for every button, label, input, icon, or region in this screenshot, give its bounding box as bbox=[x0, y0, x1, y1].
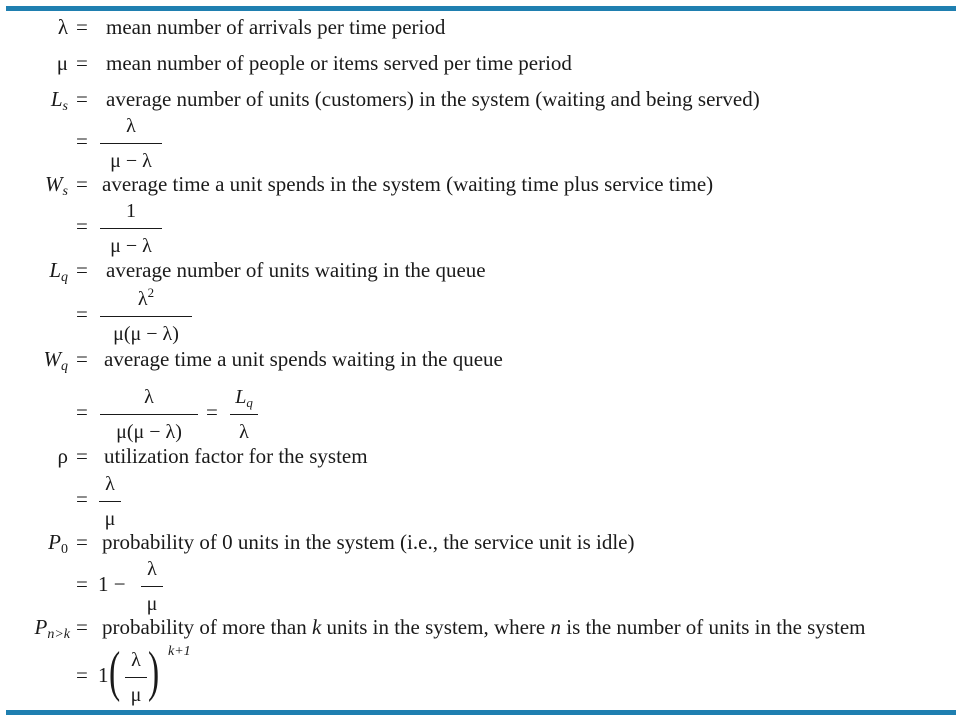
equals-sign: = bbox=[76, 572, 88, 596]
equals-sign: = bbox=[76, 663, 88, 687]
left-paren: ( bbox=[109, 641, 121, 703]
formula-ws bbox=[100, 198, 162, 259]
equals-sign: = bbox=[76, 347, 88, 371]
formula-ls-denominator: μ − λ bbox=[110, 150, 152, 172]
equals-sign: = bbox=[76, 87, 88, 111]
formula-rho-denominator: μ bbox=[104, 508, 116, 530]
equals-sign: = bbox=[76, 258, 88, 282]
formula-wq-numerator: λ bbox=[144, 386, 154, 408]
formula-ls bbox=[100, 113, 162, 174]
equals-sign: = bbox=[76, 15, 88, 39]
formula-rho bbox=[99, 471, 121, 532]
formula-wq-denominator: μ(μ − λ) bbox=[116, 421, 182, 443]
formula-pnk bbox=[125, 647, 147, 708]
equals-sign: = bbox=[76, 400, 88, 424]
formula-p0 bbox=[141, 556, 163, 617]
formula-ws-denominator: μ − λ bbox=[110, 235, 152, 257]
formula-p0-numerator: λ bbox=[147, 558, 157, 580]
formula-wq-right-denominator: λ bbox=[239, 421, 249, 443]
formula-pnk-exponent: k+1 bbox=[168, 644, 191, 659]
formula-p0-denominator: μ bbox=[146, 593, 158, 615]
symbol-ws: $W_s$ bbox=[45, 172, 68, 199]
right-paren: ) bbox=[148, 641, 160, 703]
formula-lq bbox=[100, 286, 192, 347]
symbol-mu: μ bbox=[56, 51, 68, 75]
equals-sign: = bbox=[206, 400, 218, 424]
equals-sign: = bbox=[76, 172, 88, 196]
definition-ws: average time a unit spends in the system (waiting time plus service time) bbox=[102, 172, 714, 196]
symbol-wq: $W_q$ bbox=[43, 347, 68, 374]
formula-pnk-denominator: μ bbox=[130, 684, 142, 706]
symbol-pnk: $P_{n>k}$ bbox=[34, 615, 70, 642]
bottom-border-rule bbox=[6, 710, 956, 715]
formula-ls-numerator: λ bbox=[126, 115, 136, 137]
equals-sign: = bbox=[76, 129, 88, 153]
symbol-lambda: λ bbox=[57, 15, 68, 39]
formula-lq-numerator: $\lambda^2$ bbox=[137, 285, 155, 310]
definition-ls: average number of units (customers) in the system (waiting and being served) bbox=[106, 87, 760, 111]
definition-lq: average number of units waiting in the queue bbox=[106, 258, 486, 282]
definition-mu: mean number of people or items served per time period bbox=[106, 51, 572, 75]
definition-p0: probability of 0 units in the system (i.e., the service unit is idle) bbox=[102, 530, 635, 554]
equals-sign: = bbox=[76, 214, 88, 238]
equals-sign: = bbox=[76, 615, 88, 639]
formula-wq-right bbox=[230, 384, 258, 445]
definition-lambda: mean number of arrivals per time period bbox=[106, 15, 446, 39]
equals-sign: = bbox=[76, 444, 88, 468]
equals-sign: = bbox=[76, 530, 88, 554]
definition-rho: utilization factor for the system bbox=[104, 444, 368, 468]
formula-p0-prefix: 1 − bbox=[98, 572, 126, 596]
formula-wq-left bbox=[100, 384, 198, 445]
equals-sign: = bbox=[76, 51, 88, 75]
formula-pnk-prefix: 1 bbox=[98, 663, 109, 687]
symbol-p0: $P_0$ bbox=[48, 530, 68, 557]
formula-lq-denominator: μ(μ − λ) bbox=[113, 323, 179, 345]
symbol-ls: $L_s$ bbox=[50, 87, 68, 114]
symbol-rho: ρ bbox=[57, 444, 68, 468]
definition-pnk: probability of more than k units in the system, where n is the number of units in the system bbox=[102, 615, 866, 639]
equals-sign: = bbox=[76, 302, 88, 326]
formula-pnk-numerator: λ bbox=[131, 649, 141, 671]
definition-wq: average time a unit spends waiting in the queue bbox=[104, 347, 503, 371]
symbol-lq: $L_q$ bbox=[49, 258, 68, 285]
top-border-rule bbox=[6, 6, 956, 11]
formula-ws-numerator: 1 bbox=[126, 200, 136, 222]
formula-rho-numerator: λ bbox=[105, 473, 115, 495]
formula-wq-right-numerator: $L_q$ bbox=[235, 386, 253, 410]
equals-sign: = bbox=[76, 487, 88, 511]
